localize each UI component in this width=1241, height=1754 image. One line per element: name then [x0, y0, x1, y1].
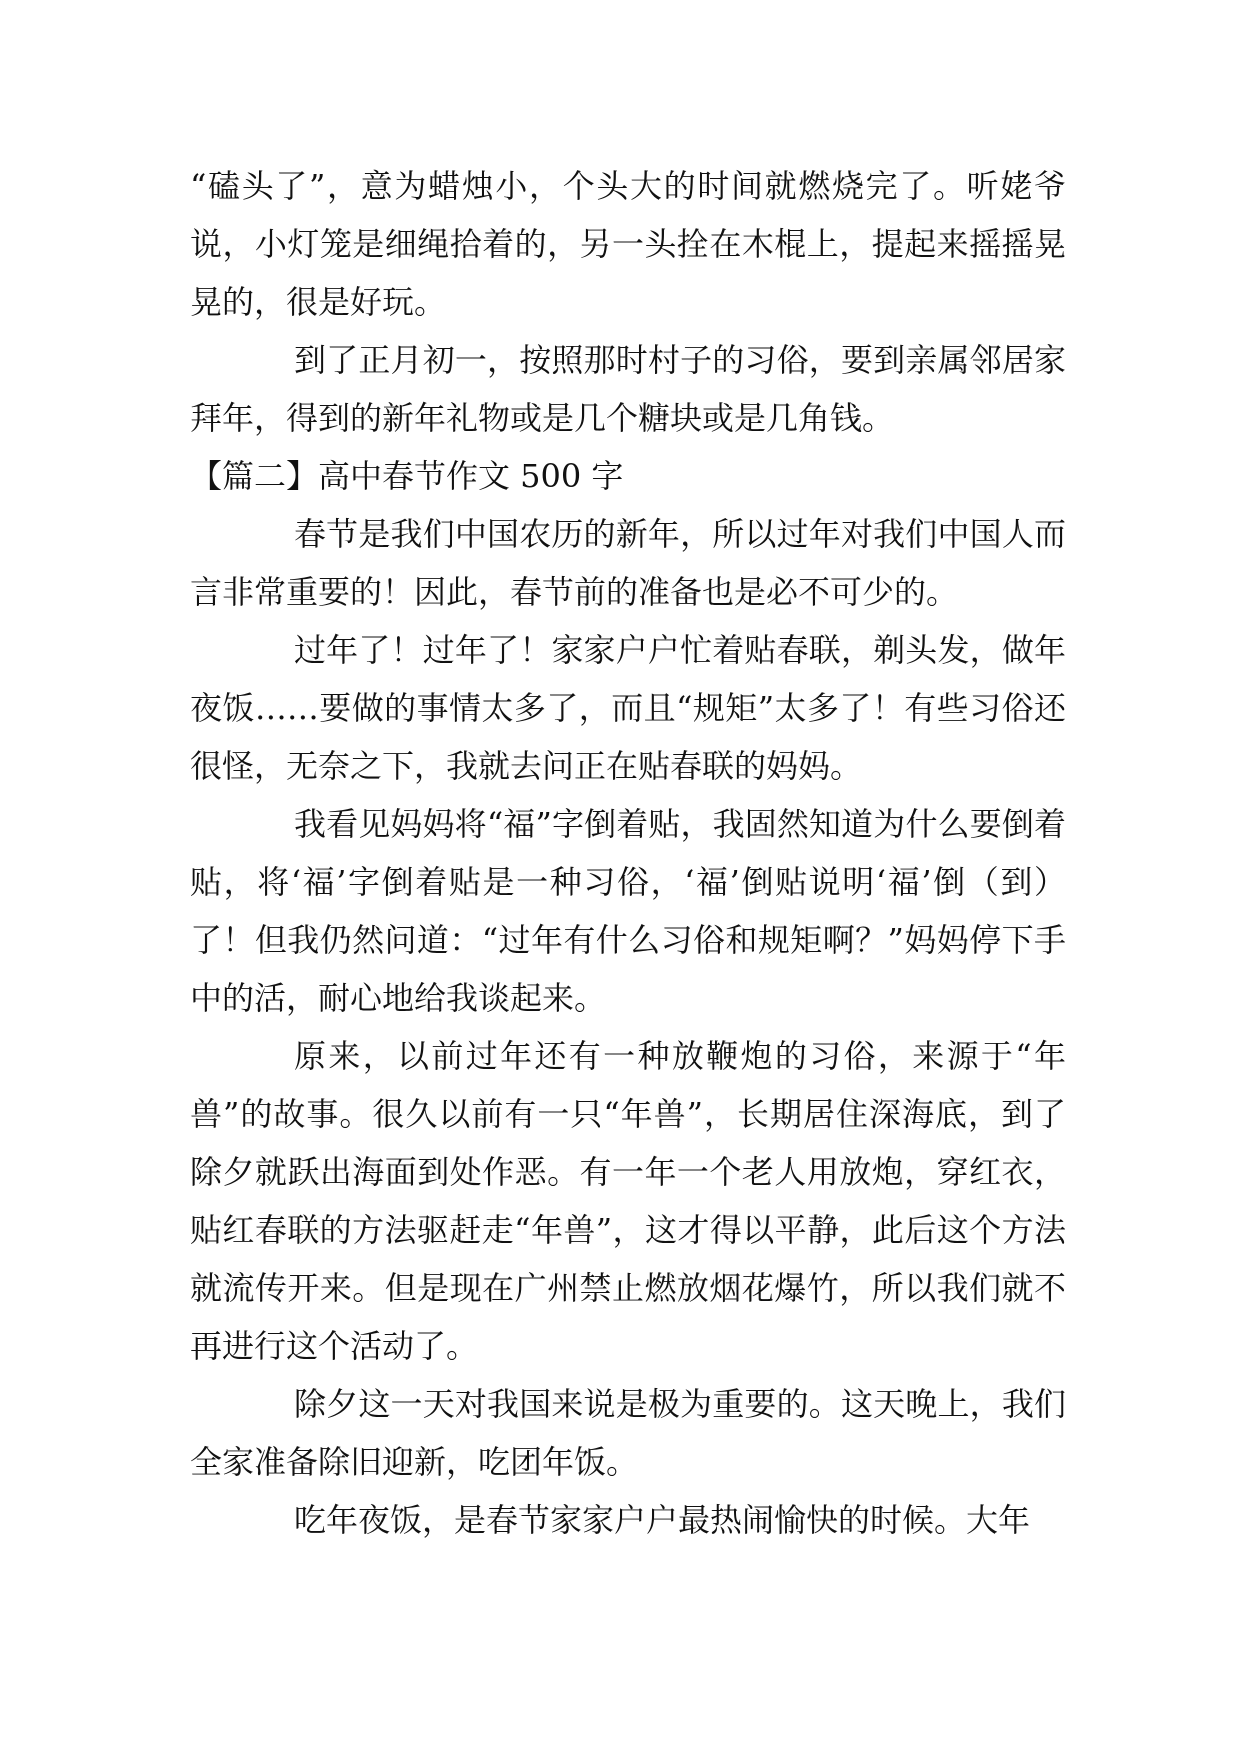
paragraph: 吃年夜饭，是春节家家户户最热闹愉快的时候。大年 — [294, 1501, 1031, 1539]
paragraph: 到了正月初一，按照那时村子的习俗，要到亲属邻居家拜年，得到的新年礼物或是几个糖块或是几角钱。 — [190, 341, 1066, 437]
section-heading: 【篇二】高中春节作文 500 字 — [190, 457, 624, 495]
paragraph: 原来，以前过年还有一种放鞭炮的习俗，来源于“年兽”的故事。很久以前有一只“年兽”，长期居住深海底，到了除夕就跃出海面到处作恶。有一年一个老人用放炮，穿红衣，贴红春联的方法驱赶走“年兽”，这才得以平静，此后这个方法就流传开来。但是现在广州禁止燃放烟花爆竹，所以我们就不再进行这个活动了。 — [190, 1037, 1066, 1365]
paragraph: “磕头了”，意为蜡烛小，个头大的时间就燃烧完了。听姥爷说，小灯笼是细绳拾着的，另一头拴在木棍上，提起来摇摇晃晃的，很是好玩。 — [190, 167, 1066, 321]
paragraph: 春节是我们中国农历的新年，所以过年对我们中国人而言非常重要的！因此，春节前的准备也是必不可少的。 — [190, 515, 1066, 611]
paragraph: 我看见妈妈将“福”字倒着贴，我固然知道为什么要倒着贴，将‘福’字倒着贴是一种习俗，‘福’倒贴说明‘福’倒（到）了！但我仍然问道：“过年有什么习俗和规矩啊？”妈妈停下手中的活，耐心地给我谈起来。 — [190, 805, 1066, 1017]
document-body — [190, 157, 1066, 1549]
paragraph: 除夕这一天对我国来说是极为重要的。这天晚上，我们全家准备除旧迎新，吃团年饭。 — [190, 1385, 1066, 1481]
paragraph: 过年了！过年了！家家户户忙着贴春联，剃头发，做年夜饭……要做的事情太多了，而且“规矩”太多了！有些习俗还很怪，无奈之下，我就去问正在贴春联的妈妈。 — [190, 631, 1066, 785]
